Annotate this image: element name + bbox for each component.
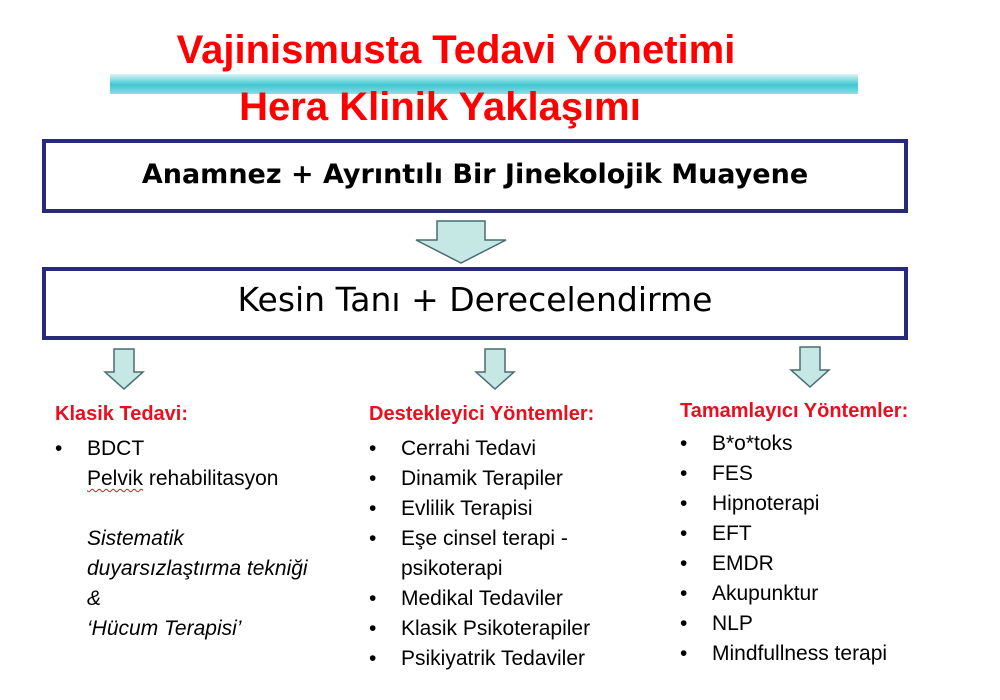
italic-line: ‘Hücum Terapisi’ — [87, 617, 242, 640]
word: rehabilitasyon — [143, 467, 279, 490]
list-item-text: EFT — [712, 522, 752, 545]
bullet: • — [369, 587, 377, 610]
list-item-text: EMDR — [712, 552, 774, 575]
list-item-text: Psikiyatrik Tedaviler — [401, 647, 586, 670]
italic-line: Sistematik — [87, 527, 184, 550]
klasik-tedavi-heading: Klasik Tedavi: — [55, 403, 189, 425]
anamnesis-text: Anamnez + Ayrıntılı Bir Jinekolojik Muayene — [141, 159, 809, 190]
list-item-text: BDCT — [87, 437, 145, 460]
bullet: • — [680, 552, 688, 575]
list-item-text: B*o*toks — [712, 432, 793, 455]
list-item-text — [55, 464, 375, 494]
list-item-text: Dinamik Terapiler — [401, 467, 563, 490]
list-item-text: NLP — [712, 612, 753, 635]
list-item-text: Hipnoterapi — [712, 492, 820, 515]
down-arrow-icon — [790, 346, 830, 388]
bullet: • — [369, 467, 377, 490]
list-item — [55, 434, 375, 464]
bullet: • — [369, 437, 377, 460]
diagnosis-box — [42, 267, 908, 340]
bullet: • — [680, 492, 688, 515]
list-item — [369, 494, 679, 524]
bullet: • — [680, 432, 688, 455]
list-item-text: Klasik Psikoterapiler — [401, 617, 591, 640]
tamamlayici-column — [680, 399, 990, 669]
bullet: • — [369, 527, 377, 550]
title-line-2: Hera Klinik Yaklaşımı — [239, 85, 641, 129]
list-item — [680, 639, 990, 669]
down-arrow-icon — [475, 348, 515, 390]
list-item-text: Cerrahi Tedavi — [401, 437, 537, 460]
list-item-text: Medikal Tedaviler — [401, 587, 563, 610]
list-item — [369, 464, 679, 494]
down-arrow-icon — [415, 220, 507, 264]
anamnesis-box — [42, 139, 908, 213]
bullet: • — [55, 437, 63, 460]
bullet: • — [680, 582, 688, 605]
list-item — [369, 644, 679, 674]
destekleyici-list — [369, 434, 679, 674]
list-item — [680, 429, 990, 459]
list-item — [680, 579, 990, 609]
list-item-text: Eşe cinsel terapi - — [401, 527, 568, 550]
list-item — [680, 549, 990, 579]
list-item — [369, 614, 679, 644]
klasik-tedavi-list — [55, 434, 375, 464]
list-item-text: Evlilik Terapisi — [401, 497, 533, 520]
bullet: • — [680, 612, 688, 635]
list-item-continuation — [369, 554, 679, 584]
list-item — [369, 584, 679, 614]
title-line-1: Vajinismusta Tedavi Yönetimi — [176, 28, 736, 72]
spellcheck-word: Pelvik — [87, 467, 144, 490]
italic-line: & — [87, 587, 102, 610]
tamamlayici-list — [680, 429, 990, 669]
list-item — [680, 489, 990, 519]
diagnosis-text: Kesin Tanı + Derecelendirme — [237, 280, 713, 319]
list-item-text: FES — [712, 462, 753, 485]
bullet: • — [369, 497, 377, 520]
list-item-text: Mindfullness terapi — [712, 642, 888, 665]
bullet: • — [369, 617, 377, 640]
list-item — [680, 519, 990, 549]
bullet: • — [680, 522, 688, 545]
klasik-tedavi-column — [55, 402, 375, 644]
bullet: • — [680, 642, 688, 665]
tamamlayici-heading: Tamamlayıcı Yöntemler: — [680, 400, 909, 422]
list-item — [369, 524, 679, 554]
italic-line: duyarsızlaştırma tekniği — [87, 557, 308, 580]
blank-line — [55, 494, 375, 524]
list-item-text: psikoterapi — [401, 557, 503, 580]
down-arrow-icon — [104, 348, 144, 390]
destekleyici-column — [369, 402, 679, 674]
list-item — [680, 459, 990, 489]
destekleyici-heading: Destekleyici Yöntemler: — [369, 403, 595, 425]
list-item-text: Akupunktur — [712, 582, 819, 605]
list-item — [369, 434, 679, 464]
bullet: • — [369, 647, 377, 670]
list-item — [680, 609, 990, 639]
bullet: • — [680, 462, 688, 485]
